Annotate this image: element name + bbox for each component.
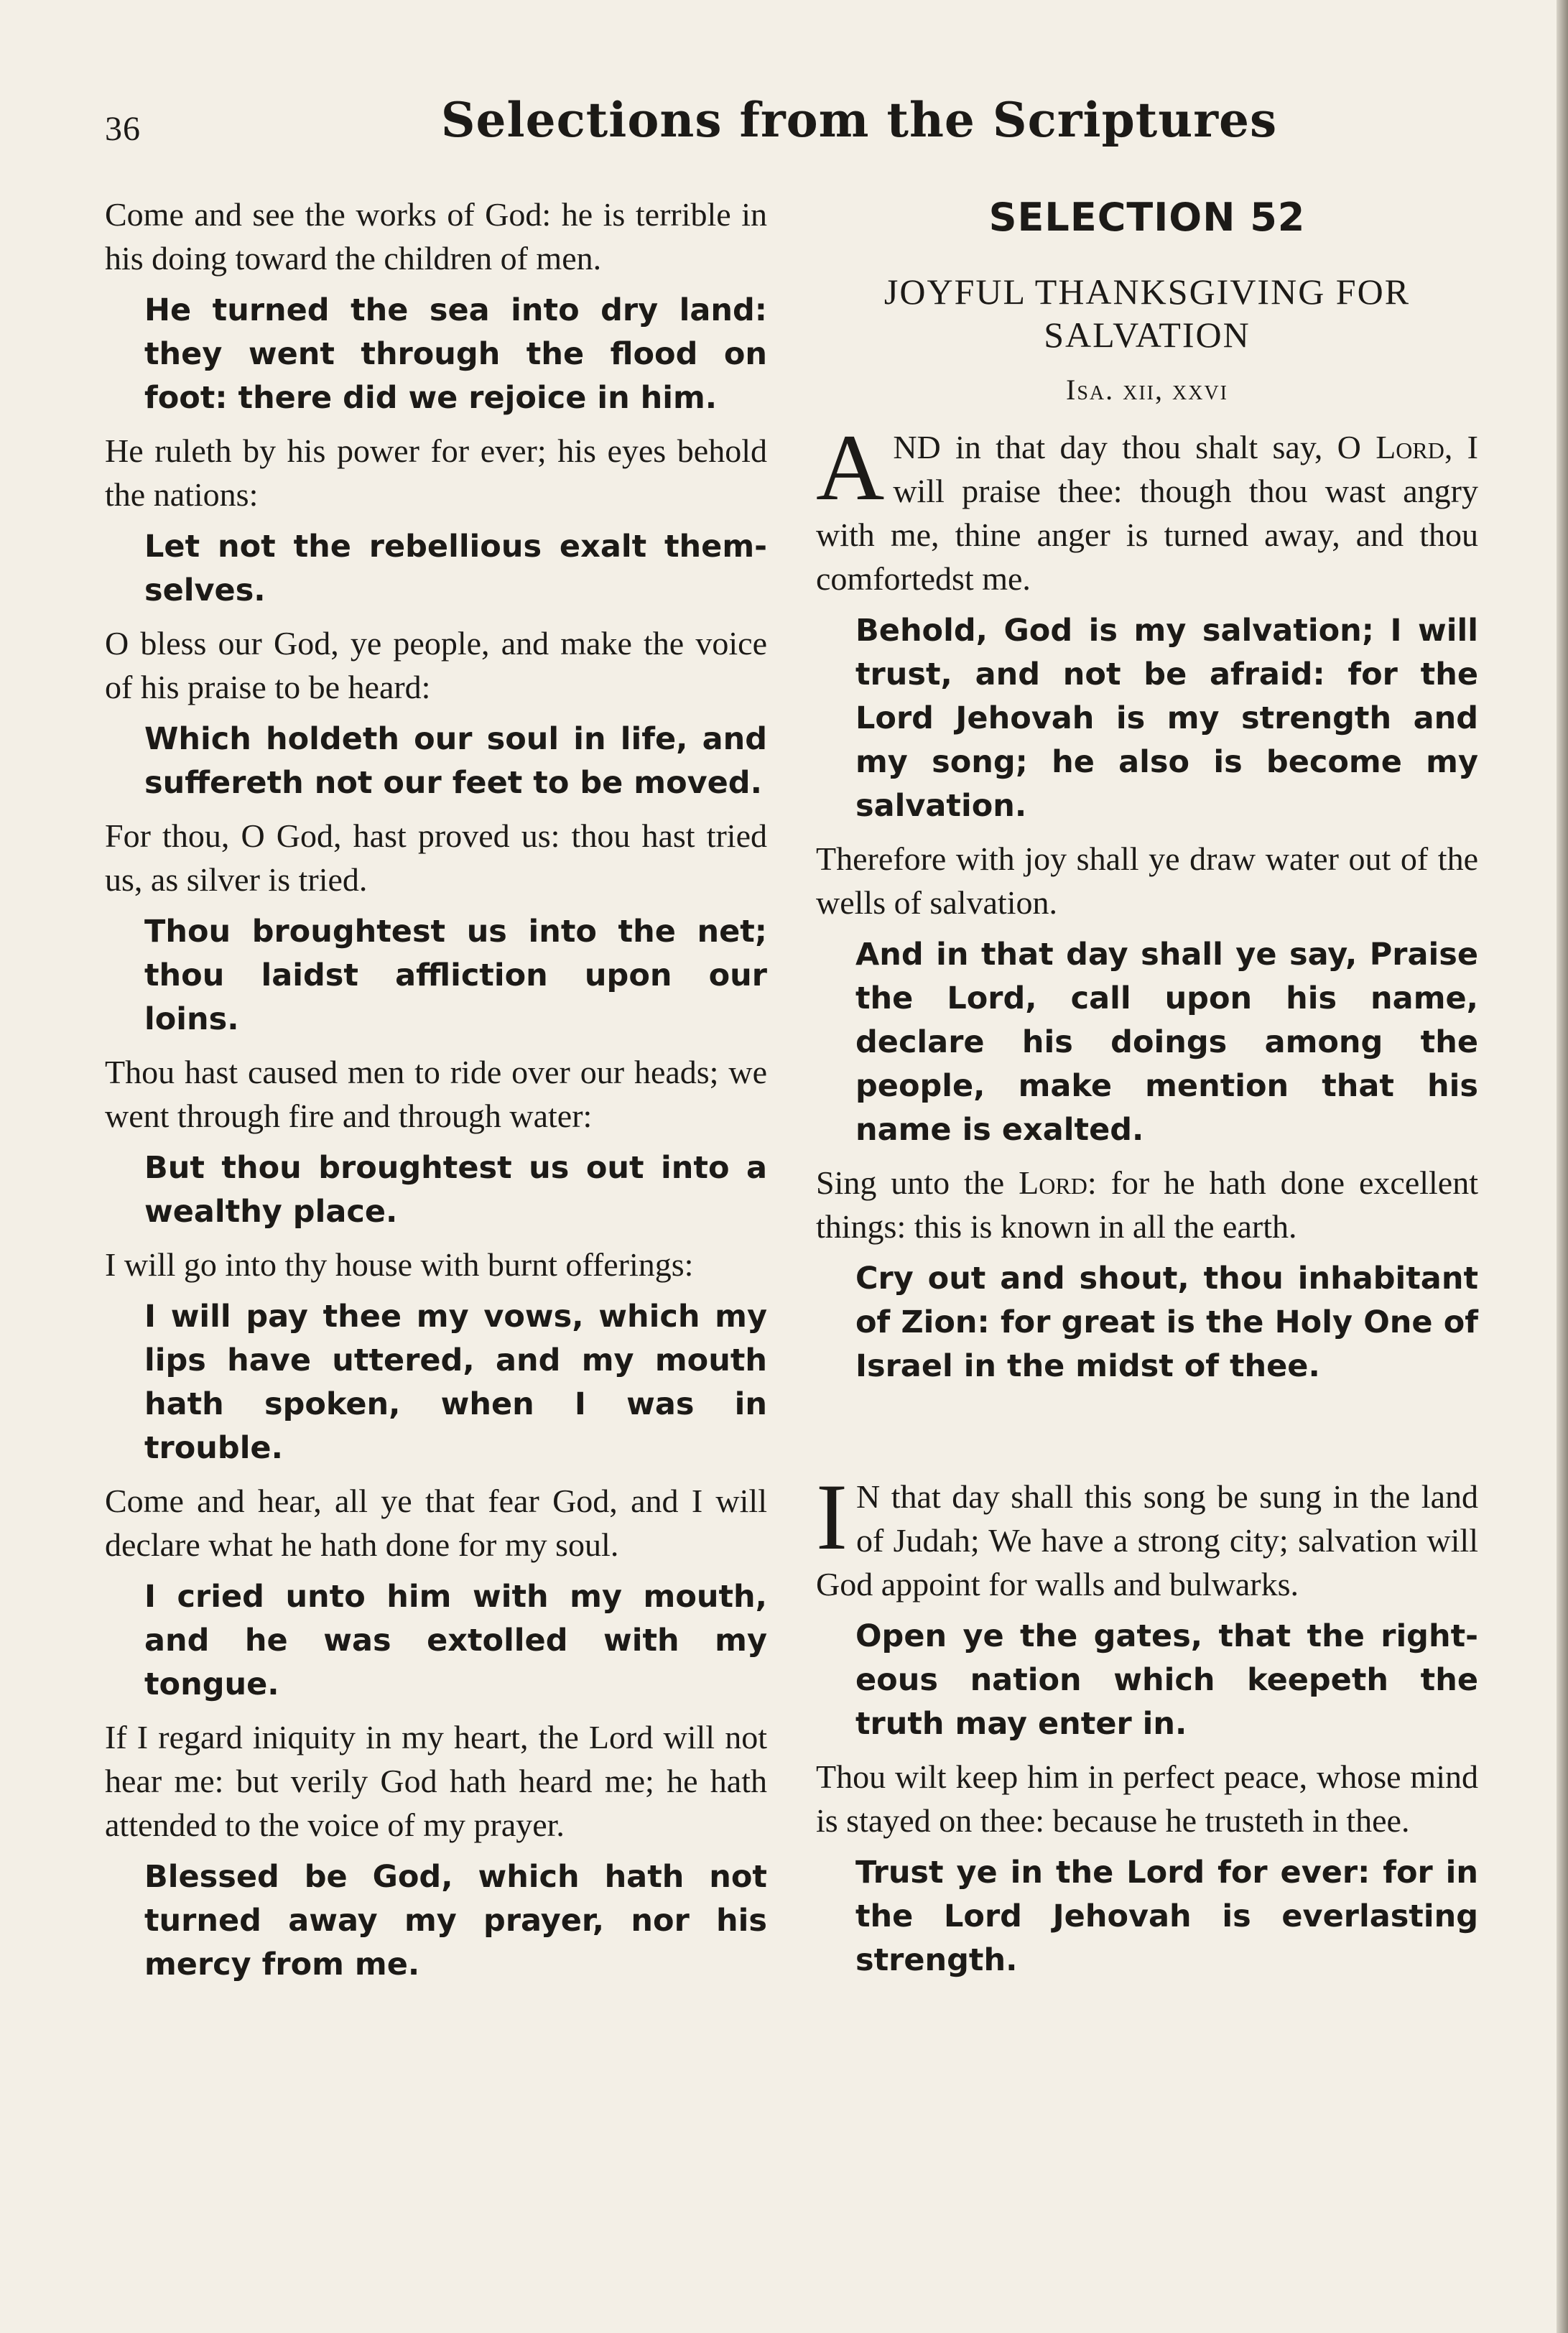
lord-small-caps: Lord: [1019, 1164, 1087, 1201]
running-title: Selections from the Scriptures: [440, 92, 1278, 148]
response: Let not the rebellious exalt themselves.: [144, 529, 767, 608]
verse-text: : for he hath done excellent things: this is known in all the earth.: [816, 1164, 1478, 1245]
response: Open ye the gates, that the righteous nation which keepeth the truth may enter in.: [855, 1618, 1478, 1742]
section-gap: [816, 1397, 1478, 1475]
page-edge: [1557, 0, 1568, 2333]
verse-text: , I will praise thee: though thou wast angry with me, thine anger is turned away, and thou comfortedst me.: [816, 429, 1478, 597]
verse: He ruleth by his power for ever; his eyes behold the nations:: [105, 432, 767, 513]
verse: For thou, O God, hast proved us: thou hast tried us, as silver is tried.: [105, 817, 767, 898]
verse-text: N that day shall this song be sung in the land of Judah; We have a strong city; salvation will God appoint for walls and bulwarks.: [816, 1478, 1478, 1603]
left-column: [105, 193, 767, 1995]
response: Blessed be God, which hath not turned away my prayer, nor his mercy from me.: [144, 1859, 767, 1982]
verse: Therefore with joy shall ye draw water out of the wells of salvation.: [816, 840, 1478, 921]
response: He turned the sea into dry land: they went through the flood on foot: there did we rejoice in him.: [144, 292, 767, 416]
selection-title: JOYFUL THANKSGIVING FOR SALVATION: [883, 272, 1411, 355]
response: Which holdeth our soul in life, and suffereth not our feet to be moved.: [144, 721, 767, 801]
scripture-reference: [816, 372, 1478, 408]
selection-heading: SELECTION 52: [988, 195, 1306, 240]
verse: Come and see the works of God: he is terrible in his doing toward the children of men.: [105, 196, 767, 277]
verse-text: ND in that day thou shalt say, O: [893, 429, 1376, 465]
response: I will pay thee my vows, which my lips have uttered, and my mouth hath spoken, when I was in trouble.: [144, 1299, 767, 1466]
page-header: [105, 92, 1477, 157]
verse-text: Sing unto the: [816, 1164, 1019, 1201]
drop-cap: I: [816, 1464, 848, 1569]
verse: Thou hast caused men to ride over our heads; we went through fire and through water:: [105, 1054, 767, 1134]
response: Trust ye in the Lord for ever: for in the Lord Jehovah is everlasting strength.: [855, 1855, 1478, 1978]
right-column: [816, 193, 1478, 1991]
verse: O bless our God, ye people, and make the voice of his praise to be heard:: [105, 625, 767, 705]
response: Behold, God is my salvation; I will trust, and not be afraid: for the Lord Jehovah is my strength and my song; he also is become my salvation.: [855, 613, 1478, 824]
verse-with-dropcap: [816, 1464, 1478, 1606]
reference-text: Isa. xii, xxvi: [1066, 374, 1228, 406]
response: But thou broughtest us out into a wealthy place.: [144, 1150, 767, 1230]
response: I cried unto him with my mouth, and he was extolled with my tongue.: [144, 1579, 767, 1702]
verse-with-dropcap: [816, 414, 1478, 600]
response: Thou broughtest us into the net; thou laidst affliction upon our loins.: [144, 914, 767, 1037]
response: Cry out and shout, thou inhabitant of Zion: for great is the Holy One of Israel in the midst of thee.: [855, 1261, 1478, 1384]
verse: If I regard iniquity in my heart, the Lord will not hear me: but verily God hath heard me; he hath attended to the voice of my prayer.: [105, 1719, 767, 1843]
verse: Come and hear, all ye that fear God, and I will declare what he hath done for my soul.: [105, 1483, 767, 1563]
response: And in that day shall ye say, Praise the Lord, call upon his name, declare his doings among the people, make mention that his name is exalted.: [855, 937, 1478, 1148]
page-number: 36: [105, 110, 141, 148]
verse: [816, 1161, 1478, 1248]
verse: Thou wilt keep him in perfect peace, whose mind is stayed on thee: because he trusteth in thee.: [816, 1758, 1478, 1839]
lord-small-caps: Lord: [1376, 429, 1444, 465]
drop-cap: A: [816, 414, 885, 520]
verse: I will go into thy house with burnt offerings:: [105, 1246, 694, 1283]
